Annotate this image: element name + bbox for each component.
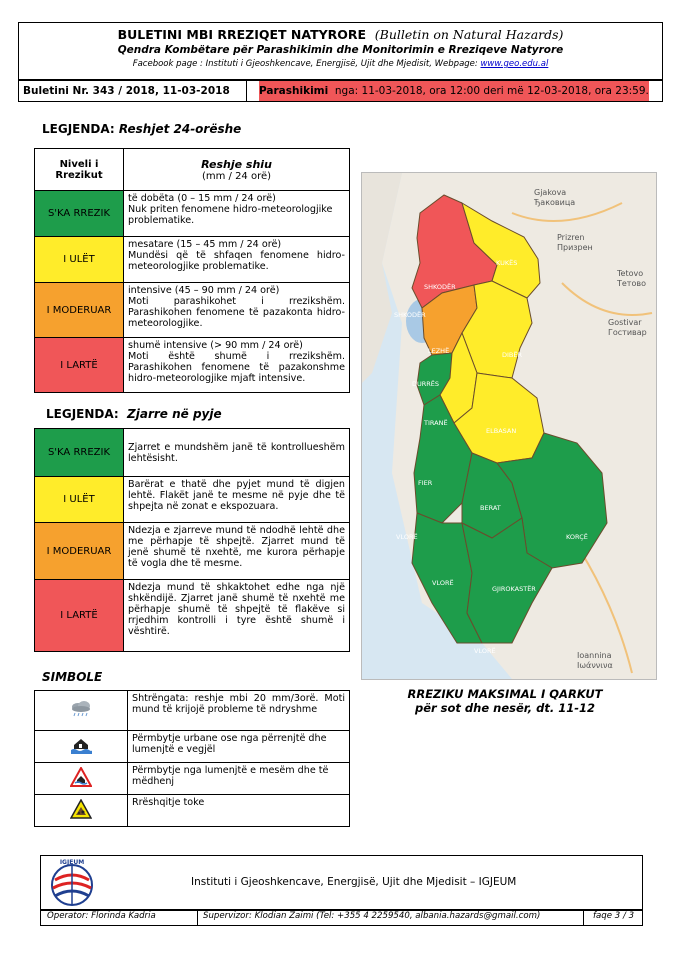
rain-row-high: shumë intensive (> 90 mm / 24 orë) Moti është shumë i rrezikshëm. Parashikohen fenomene të pazakonshme hidro-meteorologjike mjaft intensive. xyxy=(124,338,350,393)
fire-level-moderate: I MODERUAR xyxy=(35,523,124,580)
logo-text: IGJEUM xyxy=(59,859,85,866)
hazard-map xyxy=(361,172,657,680)
forecast-range: Parashikimi nga: 11-03-2018, ora 12:00 deri më 12-03-2018, ora 23:59. xyxy=(259,81,649,101)
region-label-vlore-west: VLORË xyxy=(396,533,418,541)
header-subtitle: Qendra Kombëtare për Parashikimin dhe Monitorimin e Rreziqeve Natyrore xyxy=(117,44,564,56)
storm-cloud-icon xyxy=(35,691,128,731)
symbol-river-flood-desc: Përmbytje nga lumenjtë e mesëm dhe të mëdhenj xyxy=(128,763,350,795)
fire-row-low: Barërat e thatë dhe pyjet mund të digjen lehtë. Flakët janë te mesme në pyje dhe të shpejta në zonat e ekspozuara. xyxy=(124,477,350,523)
level-cell-none: S'KA RREZIK xyxy=(35,191,124,237)
bulletin-number: Buletini Nr. 343 / 2018, 11-03-2018 xyxy=(19,81,247,101)
rain-legend-table xyxy=(34,148,350,393)
igjeum-logo xyxy=(41,856,103,910)
region-label-gjirokaster: GJIROKASTËR xyxy=(492,585,536,593)
fire-level-none: S'KA RREZIK xyxy=(35,429,124,477)
page-number: faqe 3 / 3 xyxy=(593,911,635,921)
header-links: Facebook page : Instituti i Gjeoshkencave, Energjisë, Ujit dhe Mjedisit, Webpage: www.geo.edu.al xyxy=(132,59,549,69)
header-title: BULETINI MBI RREZIQET NATYRORE (Bulletin on Natural Hazards) xyxy=(117,27,564,42)
region-label-vlore: VLORË xyxy=(432,579,454,587)
level-column-header: Niveli i Rrezikut xyxy=(35,149,124,191)
bulletin-header xyxy=(18,22,663,80)
region-label-fier: FIER xyxy=(418,479,433,487)
map-caption: RREZIKU MAKSIMAL I QARKUT për sot dhe nesër, dt. 11-12 xyxy=(407,687,603,715)
rain-legend-heading: LEGJENDA: Reshjet 24-orëshe xyxy=(42,122,242,136)
footer-box xyxy=(40,855,643,911)
river-flood-warning-icon xyxy=(35,763,128,795)
region-label-shkoder: SHKODËR xyxy=(424,283,456,291)
fire-row-moderate: Ndezja e zjarreve mund të ndodhë lehtë dhe me përhapje të shpejtë. Zjarret mund të jenë shumë të nxehtë, me kurora përhapje të vogla dhe të mesme. xyxy=(124,523,350,580)
level-cell-low: I ULËT xyxy=(35,237,124,283)
map-label-gjakova: Gjakova Ђаковица xyxy=(534,188,576,207)
region-label-durres: DURRËS xyxy=(412,380,440,388)
rain-row-low: mesatare (15 – 45 mm / 24 orë) Mundësi që të shfaqen fenomene hidro-meteorologjike problematike. xyxy=(124,237,350,283)
symbol-landslide-desc: Rrëshqitje toke xyxy=(128,795,350,827)
region-label-berat: BERAT xyxy=(480,504,501,512)
fire-row-high: Ndezja mund të shkaktohet edhe nga një shkëndijë. Zjarret janë shumë të nxehtë me përhapje shumë të shpejtë të flakëve si rrjedhim kontrolli i tyre është shumë i vështirë. xyxy=(124,580,350,652)
fire-legend-heading: LEGJENDA: Zjarre në pyje xyxy=(46,407,222,421)
region-label-kukes: KUKËS xyxy=(496,259,518,267)
map-label-ioannina: Ioannina Ιωάννινα xyxy=(577,651,613,670)
symbols-table xyxy=(34,690,350,827)
level-cell-moderate: I MODERUAR xyxy=(35,283,124,338)
operator-bar xyxy=(40,909,643,926)
rain-row-moderate: intensive (45 – 90 mm / 24 orë) Moti parashikohet i rrezikshëm. Parashikohen fenomene të pazakonta hidro-meteorologjike. xyxy=(124,283,350,338)
region-label-shkoder-city: SHKODËR xyxy=(394,311,426,319)
rain-row-none: të dobëta (0 – 15 mm / 24 orë) Nuk priten fenomene hidro-meteorologjike problematike. xyxy=(124,191,350,237)
fire-row-none: Zjarret e mundshëm janë të kontrollueshëm lehtësisht. xyxy=(124,429,350,477)
landslide-warning-icon xyxy=(35,795,128,827)
map-label-gostivar: Gostivar Гостивар xyxy=(608,318,647,337)
region-label-elbasan: ELBASAN xyxy=(486,427,517,435)
supervisor-info: Supervizor: Klodian Zaimi (Tel: +355 4 2259540, albania.hazards@gmail.com) xyxy=(203,911,541,921)
region-label-vlore-south: VLORË xyxy=(474,647,496,655)
fire-level-high: I LARTË xyxy=(35,580,124,652)
website-link[interactable]: www.geo.edu.al xyxy=(480,59,549,69)
bulletin-info-bar xyxy=(18,80,663,102)
region-label-korce: KORÇË xyxy=(566,533,588,541)
region-label-diber: DIBËR xyxy=(502,351,523,359)
fire-level-low: I ULËT xyxy=(35,477,124,523)
level-cell-high: I LARTË xyxy=(35,338,124,393)
urban-flood-icon xyxy=(35,731,128,763)
footer-institute: Instituti i Gjeoshkencave, Energjisë, Ujit dhe Mjedisit – IGJEUM xyxy=(191,876,517,888)
symbol-storm-desc: Shtrëngata: reshje mbi 20 mm/3orë. Moti mund të krijojë probleme të ndryshme xyxy=(128,691,350,731)
map-label-prizren: Prizren Призрен xyxy=(557,233,593,252)
map-label-tetovo: Tetovo Тетово xyxy=(617,269,646,288)
fire-legend-table xyxy=(34,428,350,652)
symbols-heading: SIMBOLE xyxy=(42,670,103,684)
rain-column-header: Reshje shiu (mm / 24 orë) xyxy=(124,149,350,191)
symbol-urban-flood-desc: Përmbytje urbane ose nga përrenjtë dhe lumenjtë e vegjël xyxy=(128,731,350,763)
header-title-en: (Bulletin on Natural Hazards) xyxy=(374,27,564,42)
region-label-tirane: TIRANË xyxy=(424,419,448,427)
region-label-lezhe: LEZHË xyxy=(428,347,450,355)
operator-name: Operator: Florinda Kadria xyxy=(47,911,156,921)
